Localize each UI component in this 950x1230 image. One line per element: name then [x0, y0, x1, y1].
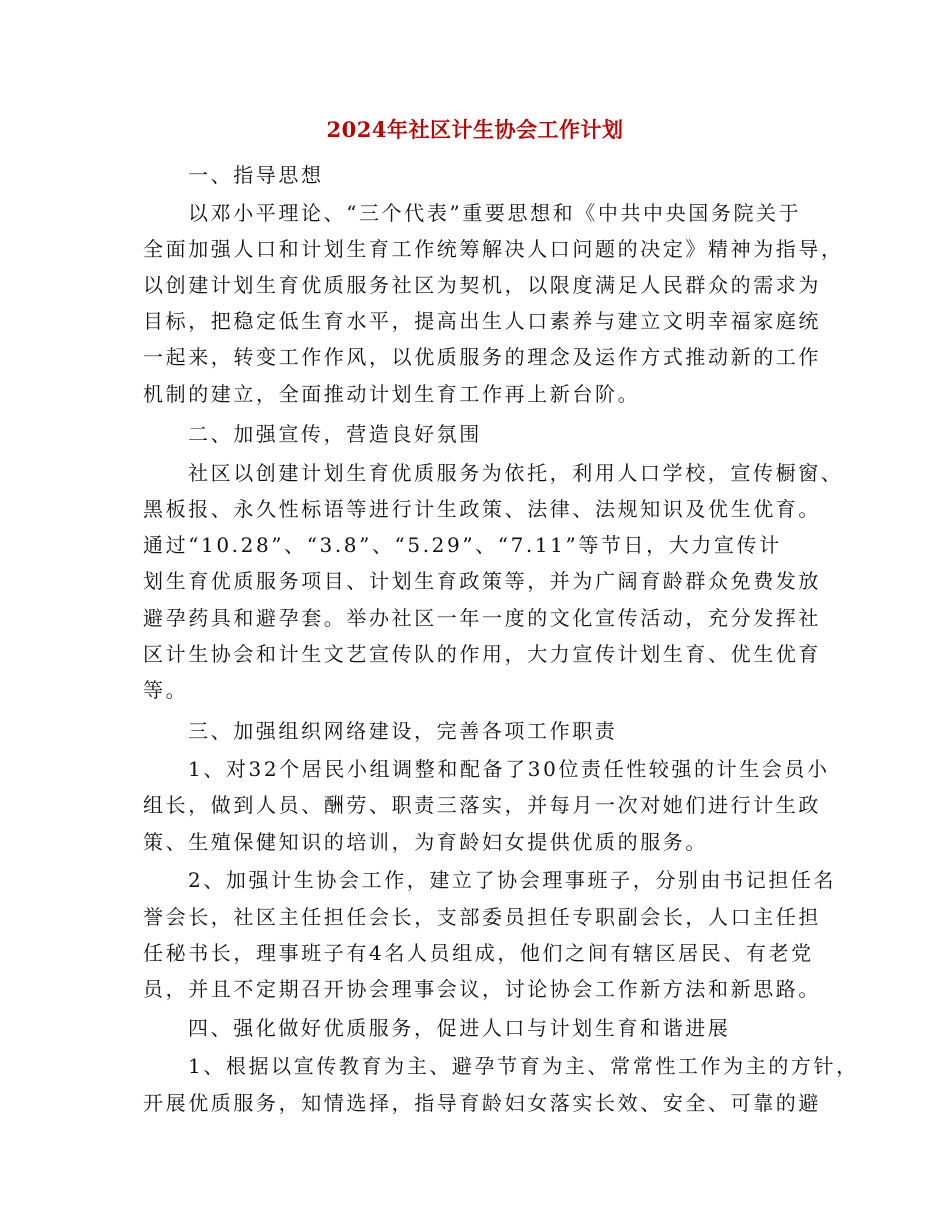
section-heading-1: 一、指导思想: [188, 163, 324, 187]
document-title: 2024年社区计生协会工作计划: [326, 117, 624, 142]
section-heading-3: 三、加强组织网络建设，完善各项工作职责: [188, 719, 618, 743]
paragraph-line: 任秘书长，理事班子有4名人员组成，他们之间有辖区居民、有老党: [143, 941, 814, 965]
paragraph-line: 社区以创建计划生育优质服务为依托，利用人口学校，宣传橱窗、: [188, 461, 844, 485]
paragraph-line: 通过“10.28”、“3.8”、“5.29”、“7.11”等节日，大力宣传计: [143, 533, 782, 557]
paragraph-line: 1、对32个居民小组调整和配备了30位责任性较强的计生会员小: [188, 757, 830, 781]
paragraph-line: 1、根据以宣传教育为主、避孕节育为主、常常性工作为主的方针，: [188, 1054, 859, 1078]
paragraph-line: 策、生殖保健知识的培训，为育龄妇女提供优质的服务。: [143, 830, 708, 854]
paragraph-line: 誉会长，社区主任担任会长，支部委员担任专职副会长，人口主任担: [143, 905, 821, 929]
section-heading-2: 二、加强宣传，营造良好氛围: [188, 422, 482, 446]
section-heading-4: 四、强化做好优质服务，促进人口与计划生育和谐进展: [188, 1016, 731, 1040]
paragraph-line: 区计生协会和计生文艺宣传队的作用，大力宣传计划生育、优生优育: [143, 642, 821, 666]
paragraph-line: 以邓小平理论、“三个代表”重要思想和《中共中央国务院关于: [188, 201, 802, 225]
paragraph-line: 目标，把稳定低生育水平，提高出生人口素养与建立文明幸福家庭统: [143, 309, 821, 333]
paragraph-line: 避孕药具和避孕套。举办社区一年一度的文化宣传活动，充分发挥社: [143, 606, 821, 630]
paragraph-line: 以创建计划生育优质服务社区为契机，以限度满足人民群众的需求为: [143, 273, 821, 297]
paragraph-line: 机制的建立，全面推动计划生育工作再上新台阶。: [143, 382, 641, 406]
paragraph-line: 一起来，转变工作作风，以优质服务的理念及运作方式推动新的工作: [143, 345, 821, 369]
paragraph-line: 员，并且不定期召开协会理事会议，讨论协会工作新方法和新思路。: [143, 977, 821, 1001]
paragraph-line: 组长，做到人员、酬劳、职责三落实，并每月一次对她们进行计生政: [143, 793, 821, 817]
paragraph-line: 全面加强人口和计划生育工作统筹解决人口问题的决定》精神为指导，: [143, 237, 844, 261]
paragraph-line: 划生育优质服务项目、计划生育政策等，并为广阔育龄群众免费发放: [143, 569, 821, 593]
paragraph-line: 黑板报、永久性标语等进行计生政策、法律、法规知识及优生优育。: [143, 497, 821, 521]
paragraph-line: 等。: [143, 678, 189, 702]
paragraph-line: 2、加强计生协会工作，建立了协会理事班子，分别由书记担任名: [188, 868, 837, 892]
paragraph-line: 开展优质服务，知情选择，指导育龄妇女落实长效、安全、可靠的避: [143, 1091, 821, 1115]
